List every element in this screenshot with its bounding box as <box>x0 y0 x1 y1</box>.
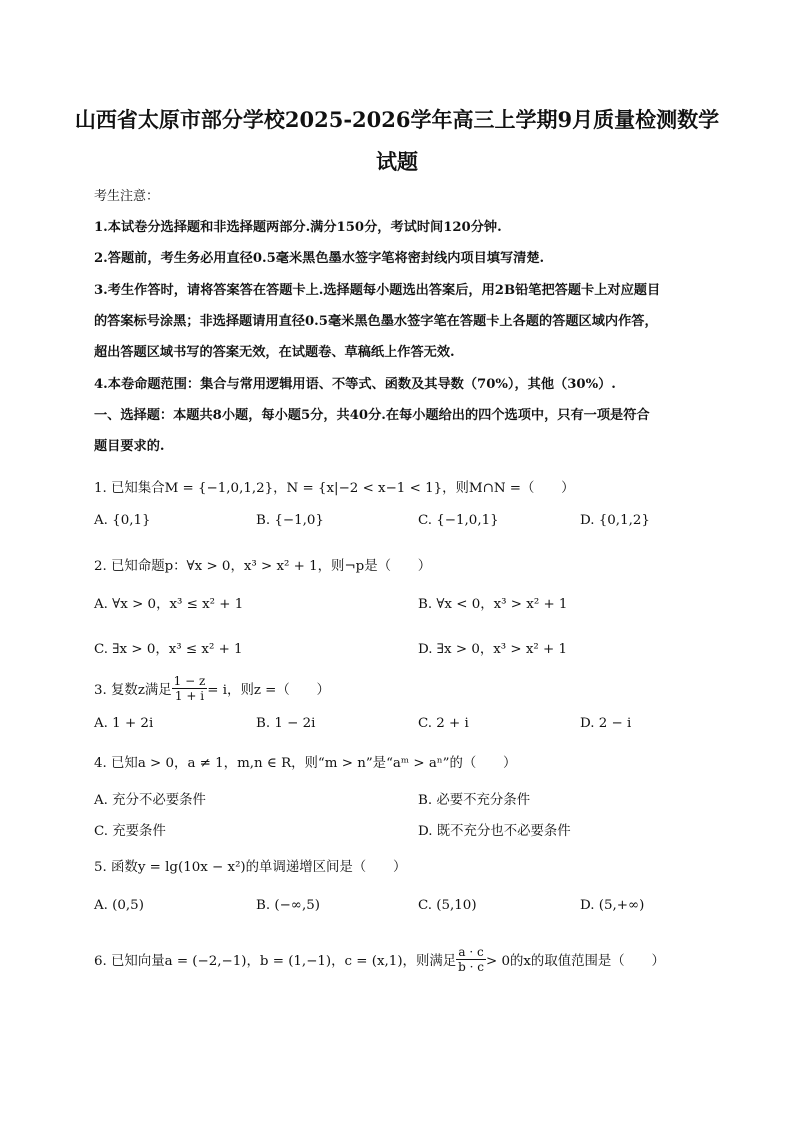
q1-option-b: B. {−1,0} <box>256 513 324 528</box>
q2-option-c: C. ∃x > 0，x³ ≤ x² + 1 <box>94 642 243 657</box>
q4-option-b: B. 必要不充分条件 <box>418 793 531 808</box>
q1-option-c: C. {−1,0,1} <box>418 513 499 528</box>
q5-option-c: C. (5,10) <box>418 898 477 913</box>
page-title: 山西省太原市部分学校2025-2026学年高三上学期9月质量检测数学 <box>74 107 720 132</box>
question-6 <box>94 940 665 978</box>
notice-2: 2.答题前，考生务必用直径0.5毫米黑色墨水签字笔将密封线内项目填写清楚. <box>94 251 545 266</box>
q6-stem-suffix: > 0的x的取值范围是（ ） <box>485 953 665 969</box>
q6-fraction <box>456 945 486 974</box>
q4-option-d: D. 既不充分也不必要条件 <box>418 824 571 839</box>
q2-option-a: A. ∀x > 0，x³ ≤ x² + 1 <box>94 597 244 612</box>
question-4: 4. 已知a > 0，a ≠ 1，m,n ∈ R，则“m > n”是“aᵐ > aⁿ”的（ ） <box>94 756 517 771</box>
q4-option-a: A. 充分不必要条件 <box>94 793 206 808</box>
q3-option-c: C. 2 + i <box>418 716 469 731</box>
q3-stem-prefix: 3. 复数z满足 <box>94 682 172 698</box>
q6-fraction-denominator: b · c <box>458 959 484 974</box>
q4-option-c: C. 充要条件 <box>94 824 166 839</box>
q6-stem-prefix: 6. 已知向量a = (−2,−1)，b = (1,−1)，c = (x,1)，则满足 <box>94 953 457 969</box>
q1-option-d: D. {0,1,2} <box>580 513 650 528</box>
q3-stem-suffix: = i，则z =（ ） <box>207 682 330 698</box>
notice-3-cont: 的答案标号涂黑；非选择题请用直径0.5毫米黑色墨水签字笔在答题卡上各题的答题区域内作答， <box>94 314 658 329</box>
q5-option-a: A. (0,5) <box>94 898 144 913</box>
q3-fraction <box>172 674 208 703</box>
q1-option-a: A. {0,1} <box>94 513 151 528</box>
q3-option-a: A. 1 + 2i <box>94 716 154 731</box>
q3-fraction-denominator: 1 + i <box>174 688 205 703</box>
q5-option-d: D. (5,+∞) <box>580 898 645 913</box>
q3-option-b: B. 1 − 2i <box>256 716 316 731</box>
q3-fraction-numerator: 1 − z <box>173 673 206 688</box>
page-title-continued: 试题 <box>376 149 418 174</box>
notice-3-cont2: 超出答题区域书写的答案无效，在试题卷、草稿纸上作答无效. <box>94 345 455 360</box>
notice-3: 3.考生作答时，请将答案答在答题卡上.选择题每小题选出答案后，用2B铅笔把答题卡上对应题目 <box>94 283 661 298</box>
q2-option-b: B. ∀x < 0，x³ > x² + 1 <box>418 597 568 612</box>
notice-4: 4.本卷命题范围：集合与常用逻辑用语、不等式、函数及其导数（70%），其他（30%）. <box>94 377 616 392</box>
section-heading-cont: 题目要求的. <box>94 439 165 454</box>
question-1: 1. 已知集合M = {−1,0,1,2}，N = {x|−2 < x−1 < 1}，则M∩N =（ ） <box>94 481 575 496</box>
q2-option-d: D. ∃x > 0，x³ > x² + 1 <box>418 642 568 657</box>
notice-heading: 考生注意： <box>94 189 160 204</box>
question-3 <box>94 670 330 706</box>
question-2: 2. 已知命题p：∀x > 0，x³ > x² + 1，则¬p是（ ） <box>94 559 432 574</box>
question-5: 5. 函数y = lg(10x − x²)的单调递增区间是（ ） <box>94 860 407 875</box>
q5-option-b: B. (−∞,5) <box>256 898 320 913</box>
section-heading: 一、选择题：本题共8小题，每小题5分，共40分.在每小题给出的四个选项中，只有一项是符合 <box>94 408 650 423</box>
q3-option-d: D. 2 − i <box>580 716 632 731</box>
notice-1: 1.本试卷分选择题和非选择题两部分.满分150分，考试时间120分钟. <box>94 220 502 235</box>
q6-fraction-numerator: a · c <box>456 945 486 960</box>
